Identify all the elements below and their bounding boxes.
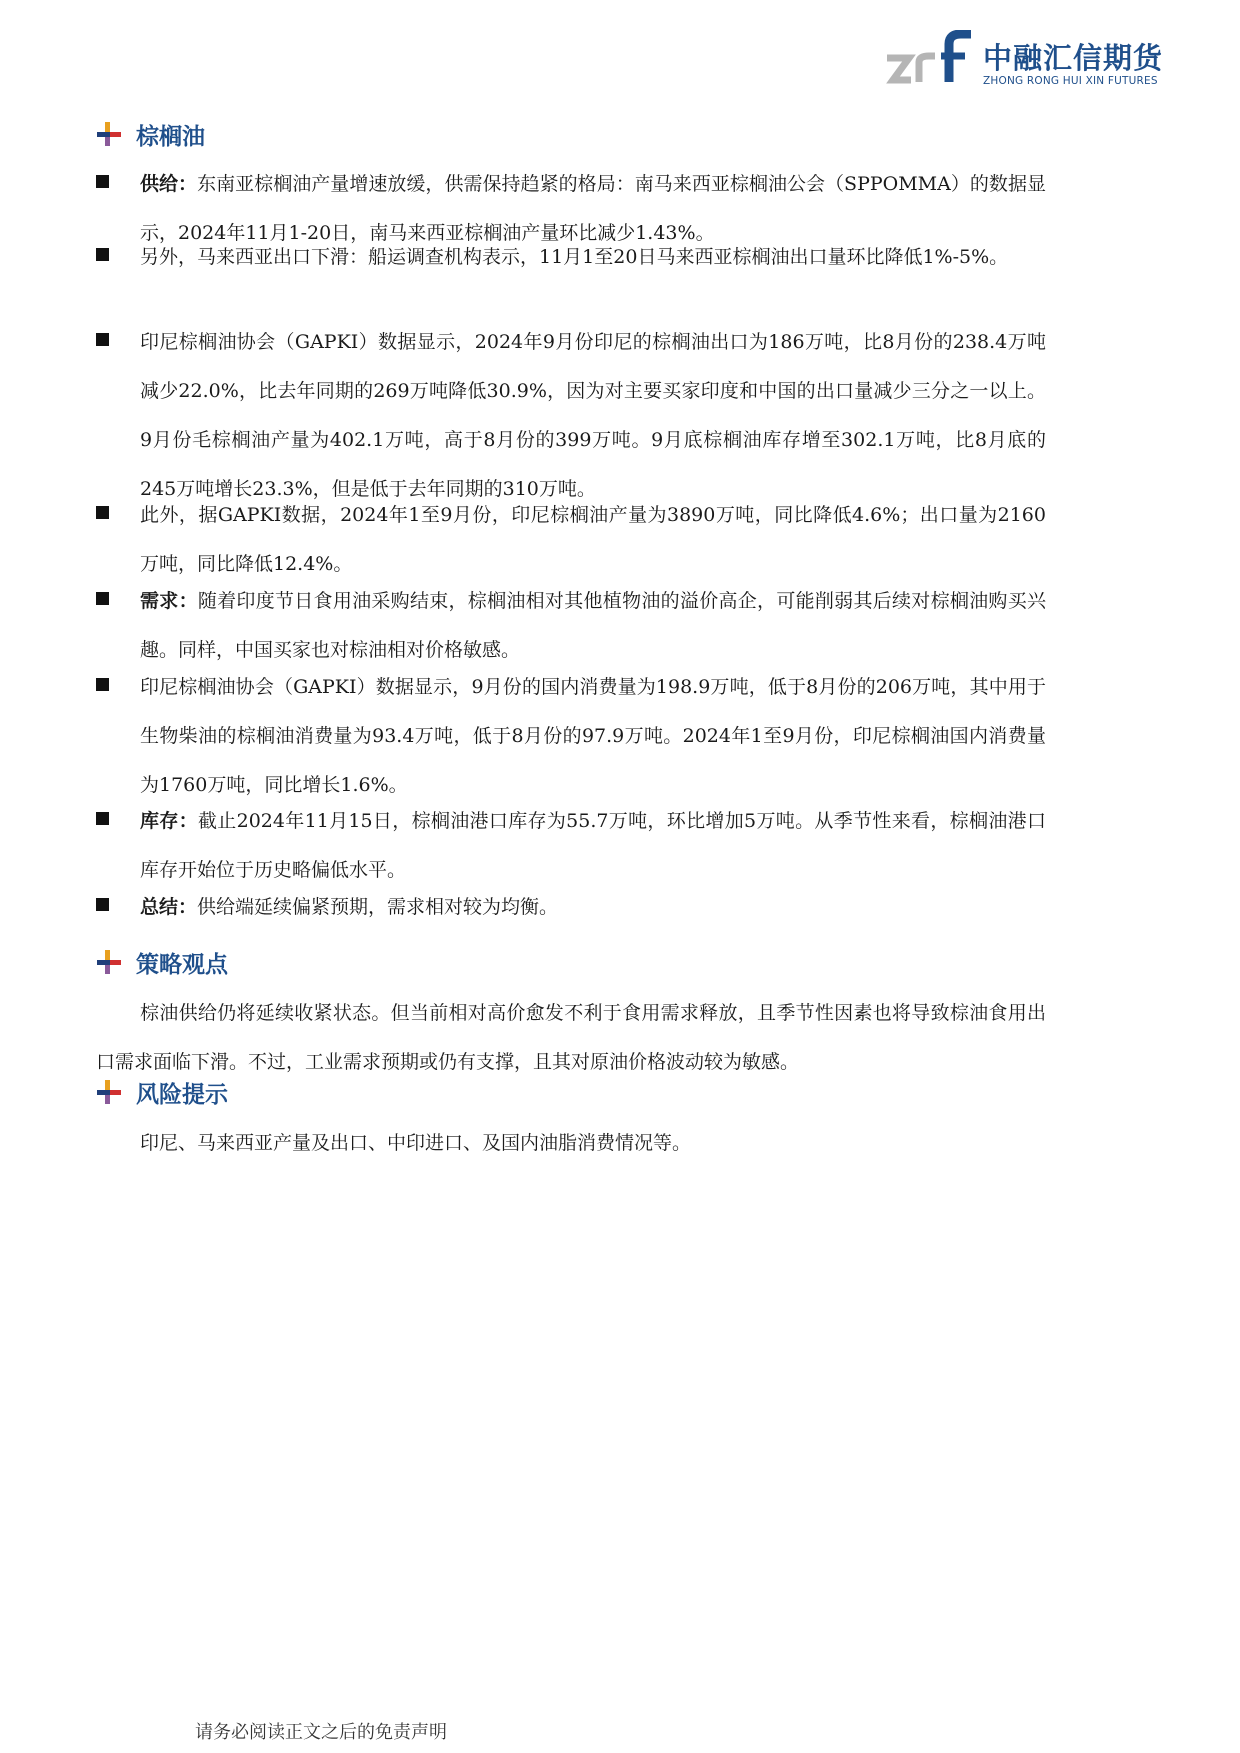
item-text: 此外，据GAPKI数据，2024年1至9月份，印尼棕榈油产量为3890万吨，同比降低4.6%；出口量为2160万吨，同比降低12.4%。 <box>140 504 1046 575</box>
strategy-paragraph: 棕油供给仍将延续收紧状态。但当前相对高价愈发不利于食用需求释放，且季节性因素也将导致棕油食用出口需求面临下滑。不过，工业需求预期或仍有支撑，且其对原油价格波动较为敏感。 <box>96 1002 1046 1073</box>
section-heading-strategy <box>96 945 228 979</box>
square-bullet-icon <box>96 248 109 261</box>
item-text: 东南亚棕榈油产量增速放缓，供需保持趋紧的格局：南马来西亚棕榈油公会（SPPOMMA）的数据显示，2024年11月1-20日，南马来西亚棕榈油产量环比减少1.43%。 <box>140 173 1046 244</box>
item-label: 需求： <box>140 590 198 612</box>
square-bullet-icon <box>96 592 109 605</box>
item-text: 印尼棕榈油协会（GAPKI）数据显示，9月份的国内消费量为198.9万吨，低于8月份的206万吨，其中用于生物柴油的棕榈油消费量为93.4万吨，低于8月份的97.9万吨。2024年1至9月份，印尼棕榈油国内消费量为1760万吨，同比增长1.6%。 <box>140 676 1046 796</box>
item-label: 库存： <box>140 810 198 832</box>
square-bullet-icon <box>96 812 109 825</box>
zrf-logo-icon <box>885 30 981 94</box>
list-item <box>96 233 1046 282</box>
item-label: 总结： <box>140 896 198 918</box>
list-item <box>96 577 1046 675</box>
square-bullet-icon <box>96 506 109 519</box>
item-text: 供给端延续偏紧预期，需求相对较为均衡。 <box>197 896 559 918</box>
heading-bullet-icon <box>96 949 122 975</box>
list-item <box>96 663 1046 810</box>
item-text: 印尼棕榈油协会（GAPKI）数据显示，2024年9月份印尼的棕榈油出口为186万吨，比8月份的238.4万吨减少22.0%，比去年同期的269万吨降低30.9%，因为对主要买家印度和中国的出口量减少三分之一以上。9月份毛棕榈油产量为402.1万吨，高于8月份的399万吨。9月底棕榈油库存增至302.1万吨，比8月底的245万吨增长23.3%，但是低于去年同期的310万吨。 <box>140 331 1046 500</box>
heading-bullet-icon <box>96 121 122 147</box>
footer-disclaimer: 请务必阅读正文之后的免责声明 <box>195 1722 447 1743</box>
square-bullet-icon <box>96 678 109 691</box>
list-item <box>96 491 1046 589</box>
brand-name-cn: 中融汇信期货 <box>983 41 1164 75</box>
item-label: 供给： <box>140 173 198 195</box>
list-item <box>96 318 1046 514</box>
company-logo <box>885 30 1185 94</box>
square-bullet-icon <box>96 333 109 346</box>
item-text: 随着印度节日食用油采购结束，棕榈油相对其他植物油的溢价高企，可能削弱其后续对棕榈油购买兴趣。同样，中国买家也对棕油相对价格敏感。 <box>140 590 1046 661</box>
item-text: 另外，马来西亚出口下滑：船运调查机构表示，11月1至20日马来西亚棕榈油出口量环比降低1%-5%。 <box>140 246 1009 268</box>
section-title: 策略观点 <box>136 951 228 978</box>
list-item <box>96 883 1046 932</box>
section-title: 风险提示 <box>136 1081 228 1108</box>
brand-name-en: ZHONG RONG HUI XIN FUTURES <box>983 75 1158 87</box>
heading-bullet-icon <box>96 1079 122 1105</box>
item-text: 截止2024年11月15日，棕榈油港口库存为55.7万吨，环比增加5万吨。从季节性来看，棕榈油港口库存开始位于历史略偏低水平。 <box>140 810 1046 881</box>
square-bullet-icon <box>96 175 109 188</box>
list-item <box>96 797 1046 895</box>
section-title: 棕榈油 <box>136 123 205 150</box>
section-heading-risk <box>96 1075 228 1109</box>
risk-paragraph: 印尼、马来西亚产量及出口、中印进口、及国内油脂消费情况等。 <box>140 1132 692 1154</box>
section-heading-palm-oil <box>96 117 205 151</box>
square-bullet-icon <box>96 898 109 911</box>
